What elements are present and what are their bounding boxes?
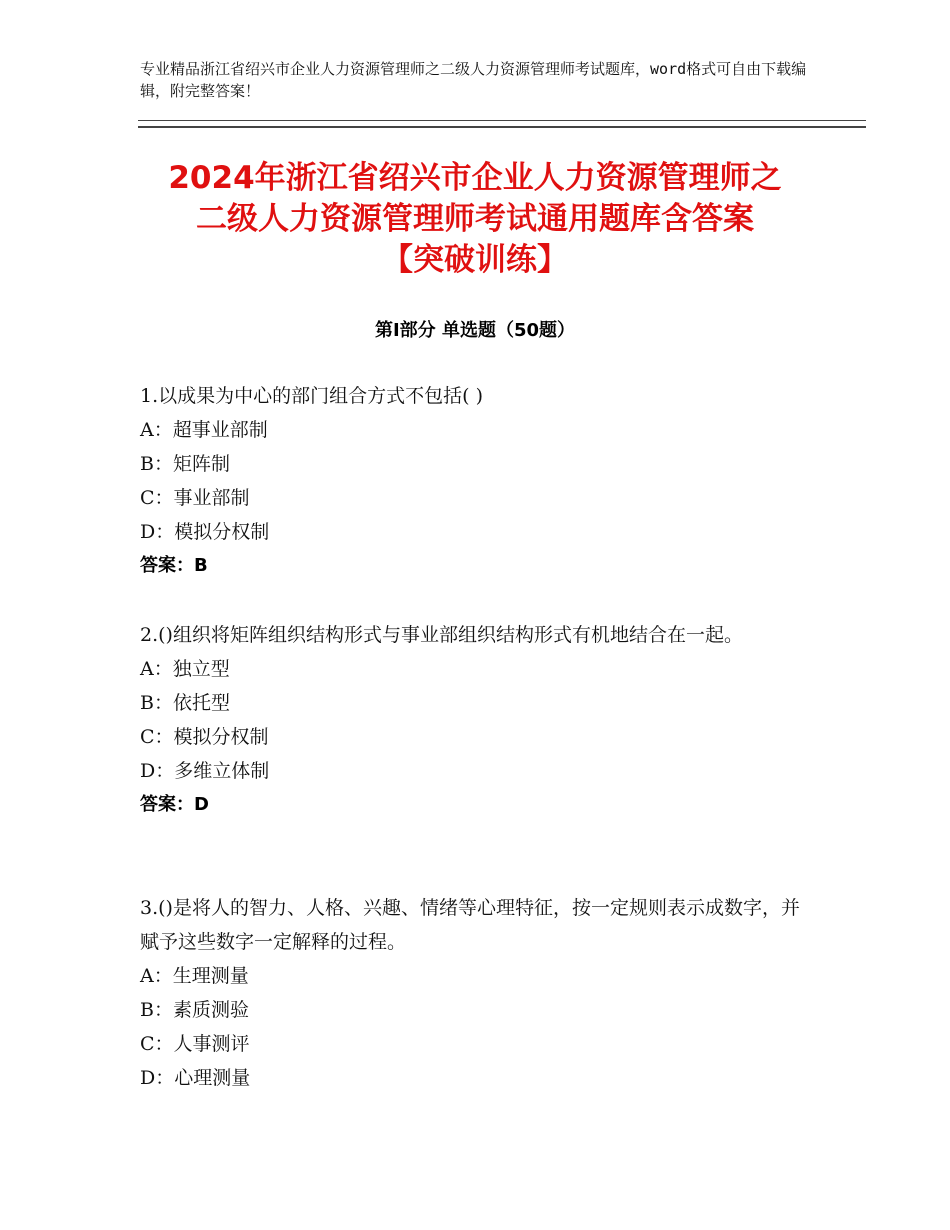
section-title: 第Ⅰ部分 单选题（50题） bbox=[374, 320, 575, 341]
answer: 答案：B bbox=[140, 555, 208, 576]
question-stem: 1.以成果为中心的部门组合方式不包括( ) bbox=[140, 385, 483, 407]
option-b: B：素质测验 bbox=[140, 999, 249, 1021]
title-line-2: 二级人力资源管理师考试通用题库含答案 bbox=[196, 201, 754, 237]
option-b: B：矩阵制 bbox=[140, 453, 230, 475]
question-2 bbox=[140, 618, 810, 822]
title-line-3: 【突破训练】 bbox=[382, 242, 568, 278]
question-stem: 3.()是将人的智力、人格、兴趣、情绪等心理特征，按一定规则表示成数字，并赋予这些数字一定解释的过程。 bbox=[140, 897, 800, 953]
option-c: C：人事测评 bbox=[140, 1033, 250, 1055]
option-a: A：独立型 bbox=[140, 658, 230, 680]
header-note: 专业精品浙江省绍兴市企业人力资源管理师之二级人力资源管理师考试题库，word格式可自由下载编辑，附完整答案！ bbox=[140, 60, 807, 100]
question-3 bbox=[140, 891, 810, 1095]
answer: 答案：D bbox=[140, 794, 209, 815]
title-line-1: 2024年浙江省绍兴市企业人力资源管理师之 bbox=[168, 160, 782, 196]
document-title bbox=[100, 158, 850, 281]
option-c: C：事业部制 bbox=[140, 487, 250, 509]
header-divider bbox=[138, 120, 866, 128]
question-stem: 2.()组织将矩阵组织结构形式与事业部组织结构形式有机地结合在一起。 bbox=[140, 624, 743, 646]
option-d: D：模拟分权制 bbox=[140, 521, 270, 543]
option-c: C：模拟分权制 bbox=[140, 726, 269, 748]
option-b: B：依托型 bbox=[140, 692, 230, 714]
option-d: D：多维立体制 bbox=[140, 760, 270, 782]
question-1 bbox=[140, 379, 810, 583]
option-a: A：超事业部制 bbox=[140, 419, 268, 441]
option-a: A：生理测量 bbox=[140, 965, 249, 987]
option-d: D：心理测量 bbox=[140, 1067, 251, 1089]
